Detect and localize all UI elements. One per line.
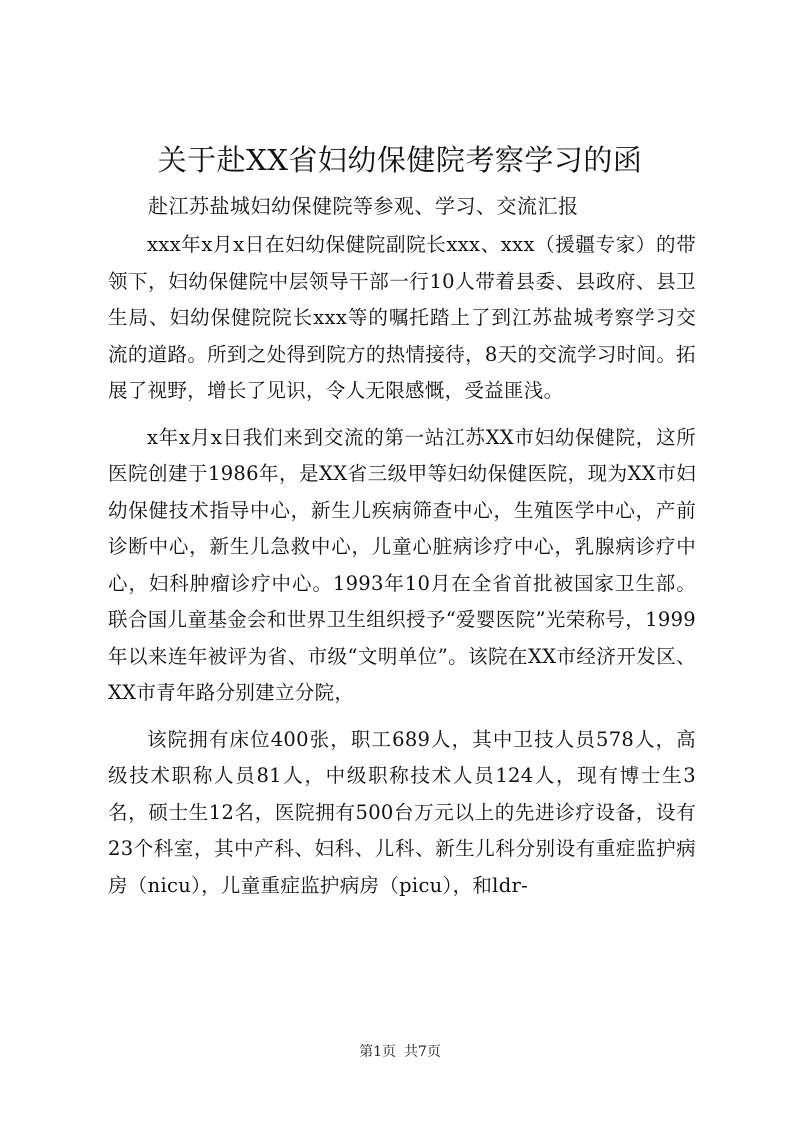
body-paragraph: 该院拥有床位400张，职工689人，其中卫技人员578人，高级技术职称人员81人，中级职称技术人员124人，现有博士生3名，硕士生12名，医院拥有500台万元以上的先进诊疗设备，设有23个科室，其中产科、妇科、儿科、新生儿科分别设有重症监护病房（nicu），儿童重症监护病房（picu），和ldr- (108, 727, 696, 897)
body-paragraph: x年x月x日我们来到交流的第一站江苏XX市妇幼保健院，这所医院创建于1986年，是XX省三级甲等妇幼保健医院，现为XX市妇幼保健技术指导中心，新生儿疾病筛查中心，生殖医学中心，产前诊断中心，新生儿急救中心，儿童心脏病诊疗中心，乳腺病诊疗中心，妇科肿瘤诊疗中心。1993年10月在全省首批被国家卫生部。联合国儿童基金会和世界卫生组织授予“爱婴医院”光荣称号，1999年以来连年被评为省、市级“文明单位”。该院在XX市经济开发区、XX市青年路分别建立分院， (108, 425, 696, 704)
page-total: 共7页 (404, 1044, 441, 1060)
document-subtitle: 赴江苏盐城妇幼保健院等参观、学习、交流汇报 (148, 194, 579, 218)
page-number: 第1页 (359, 1044, 396, 1060)
page-footer (0, 1042, 800, 1062)
document-title: 关于赴XX省妇幼保健院考察学习的函 (157, 143, 643, 177)
body-paragraph: xxx年x月x日在妇幼保健院副院长xxx、xxx（援疆专家）的带领下，妇幼保健院中层领导干部一行10人带着县委、县政府、县卫生局、妇幼保健院院长xxx等的嘱托踏上了到江苏盐城考察学习交流的道路。所到之处得到院方的热情接待，8天的交流学习时间。拓展了视野，增长了见识，令人无限感慨，受益匪浅。 (108, 233, 696, 402)
document-body (108, 227, 696, 914)
